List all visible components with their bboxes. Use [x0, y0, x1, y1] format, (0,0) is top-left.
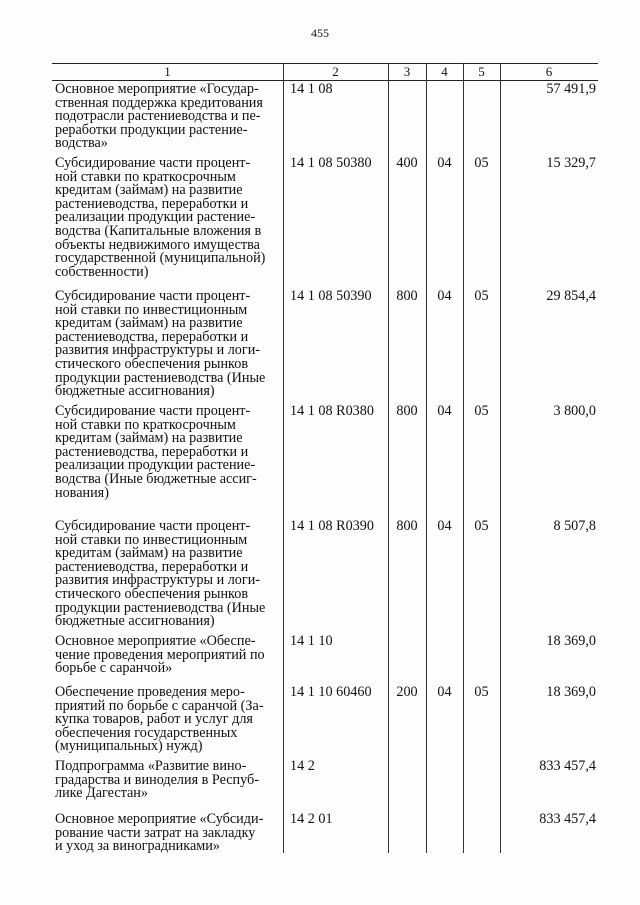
cell-section: 04 — [437, 518, 452, 534]
header-col-3: 3 — [403, 64, 411, 79]
cell-amount: 833 457,4 — [539, 811, 596, 827]
column-divider — [463, 63, 464, 853]
column-divider — [426, 63, 427, 853]
cell-subsection: 05 — [474, 518, 489, 534]
cell-expense-type: 800 — [396, 288, 418, 304]
column-divider — [388, 63, 389, 853]
cell-amount: 29 854,4 — [546, 288, 596, 304]
cell-section: 04 — [437, 403, 452, 419]
cell-description: Основное мероприятие «Субсиди- рование части затрат на закладку и уход за виноградниками» — [55, 811, 264, 855]
cell-amount: 18 369,0 — [546, 633, 596, 649]
cell-code: 14 1 08 — [290, 81, 333, 97]
cell-subsection: 05 — [474, 155, 489, 171]
cell-subsection: 05 — [474, 403, 489, 419]
cell-description: Субсидирование части процент- ной ставки по инвестиционным кредитам (займам) на развитие растениеводства, переработки и развития инфраструктуры и логи- стического обеспечения рынков продукции растениеводства (Иные бюджетные ассигнования) — [55, 518, 266, 630]
cell-amount: 3 800,0 — [553, 403, 596, 419]
cell-code: 14 1 08 50380 — [290, 155, 372, 171]
cell-description: Основное мероприятие «Государ- ственная поддержка кредитования подотрасли растениеводства и пе- реработки продукции растение- водства» — [55, 81, 263, 152]
column-divider — [283, 63, 284, 853]
cell-code: 14 1 08 R0390 — [290, 518, 374, 534]
cell-code: 14 1 10 — [290, 633, 333, 649]
cell-code: 14 1 10 60460 — [290, 684, 372, 700]
cell-subsection: 05 — [474, 684, 489, 700]
header-col-2: 2 — [332, 64, 339, 79]
cell-description: Субсидирование части процент- ной ставки по инвестиционным кредитам (займам) на развитие растениеводства, переработки и развития инфраструктуры и логи- стического обеспечения рынков продукции растениеводства (Иные бюджетные ассигнования) — [55, 288, 266, 400]
cell-code: 14 1 08 50390 — [290, 288, 372, 304]
column-divider — [500, 63, 501, 853]
cell-description: Подпрограмма «Развитие вино- градарства и виноделия в Респуб- лике Дагестан» — [55, 758, 259, 802]
cell-section: 04 — [437, 684, 452, 700]
header-col-5: 5 — [478, 64, 485, 79]
cell-amount: 15 329,7 — [546, 155, 596, 171]
cell-description: Субсидирование части процент- ной ставки по краткосрочным кредитам (займам) на развитие растениеводства, переработки и реализации продукции растение- водства (Иные бюджетные ассиг- нования) — [55, 403, 257, 501]
cell-code: 14 1 08 R0380 — [290, 403, 374, 419]
header-col-1: 1 — [164, 64, 171, 79]
cell-section: 04 — [437, 288, 452, 304]
header-col-4: 4 — [441, 64, 448, 79]
cell-code: 14 2 — [290, 758, 315, 774]
page-number: 455 — [311, 26, 329, 40]
cell-amount: 8 507,8 — [553, 518, 596, 534]
cell-code: 14 2 01 — [290, 811, 333, 827]
cell-expense-type: 200 — [396, 684, 418, 700]
cell-expense-type: 400 — [396, 155, 418, 171]
cell-description: Субсидирование части процент- ной ставки по краткосрочным кредитам (займам) на развитие растениеводства, переработки и реализации продукции растение- водства (Капитальные вложения в объекты недвижимого имущества государственной (муниципальной) собственности) — [55, 155, 266, 280]
cell-description: Основное мероприятие «Обеспе- чение проведения мероприятий по борьбе с саранчой» — [55, 633, 265, 677]
cell-expense-type: 800 — [396, 403, 418, 419]
cell-amount: 18 369,0 — [546, 684, 596, 700]
cell-section: 04 — [437, 155, 452, 171]
cell-subsection: 05 — [474, 288, 489, 304]
cell-expense-type: 800 — [396, 518, 418, 534]
header-col-6: 6 — [545, 64, 553, 79]
cell-description: Обеспечение проведения меро- приятий по борьбе с саранчой (За- купка товаров, работ и услуг для обеспечения государственных (муниципальных) нужд) — [55, 684, 264, 755]
cell-amount: 57 491,9 — [546, 81, 596, 97]
cell-amount: 833 457,4 — [539, 758, 596, 774]
